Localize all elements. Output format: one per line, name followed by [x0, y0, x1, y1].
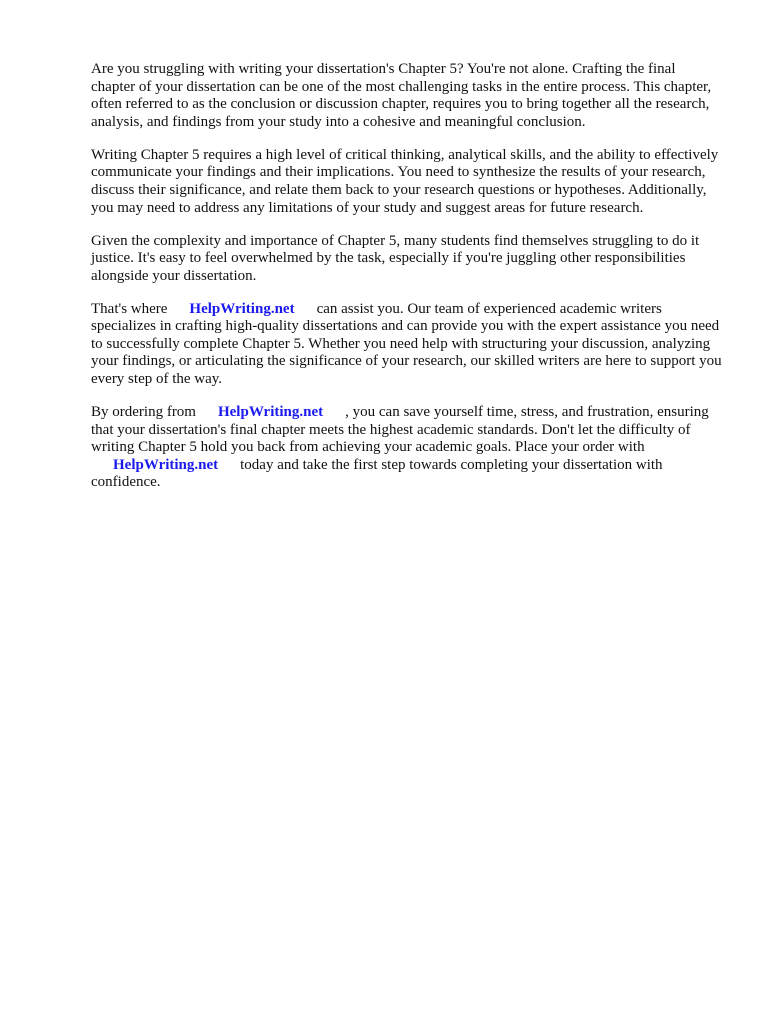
helpwriting-link[interactable]: HelpWriting.net	[189, 300, 295, 317]
paragraph-intro-text: Are you struggling with writing your dissertation's Chapter 5? You're not alone. Crafting the final chapter of your dissertation can be one of the most challenging tasks in the entire process. This chapter, often referred to as the conclusion or discussion chapter, requires you to bring together all the research, analysis, and findings from your study into a cohesive and meaningful conclusion.	[91, 61, 712, 130]
paragraph-order-after: today and take the first step towards completing your dissertation with confidence.	[91, 456, 663, 491]
paragraph-service	[91, 301, 723, 389]
paragraph-intro	[91, 61, 723, 131]
helpwriting-link[interactable]: HelpWriting.net	[113, 456, 219, 473]
paragraph-requirements-text: Writing Chapter 5 requires a high level of critical thinking, analytical skills, and the ability to effectively communicate your findings and their implications. You need to synthesize the results of your research, discuss their significance, and relate them back to your research questions or hypotheses. Additionally, you may need to address any limitations of your study and suggest areas for future research.	[91, 146, 719, 216]
paragraph-order	[91, 404, 723, 492]
paragraph-order-middle: , you can save yourself time, stress, and frustration, ensuring that your dissertation's final chapter meets the highest academic standards. Don't let the difficulty of writing Chapter 5 hold you back from achieving your academic goals. Place your order with	[91, 404, 709, 456]
paragraph-order-before: By ordering from	[91, 404, 196, 421]
paragraph-service-before: That's where	[91, 300, 168, 317]
helpwriting-link[interactable]: HelpWriting.net	[217, 404, 324, 421]
paragraph-complexity-text: Given the complexity and importance of Chapter 5, many students find themselves struggling to do it justice. It's easy to feel overwhelmed by the task, especially if you're juggling other responsibilities alongside your dissertation.	[91, 232, 700, 284]
paragraph-service-after: can assist you. Our team of experienced academic writers specializes in crafting high-quality dissertations and can provide you with the expert assistance you need to successfully complete Chapter 5. Whether you need help with structuring your discussion, analyzing your findings, or articulating the significance of your research, our skilled writers are here to support you every step of the way.	[91, 300, 722, 388]
paragraph-requirements	[91, 147, 723, 217]
document-page	[91, 61, 723, 507]
paragraph-complexity	[91, 233, 723, 286]
